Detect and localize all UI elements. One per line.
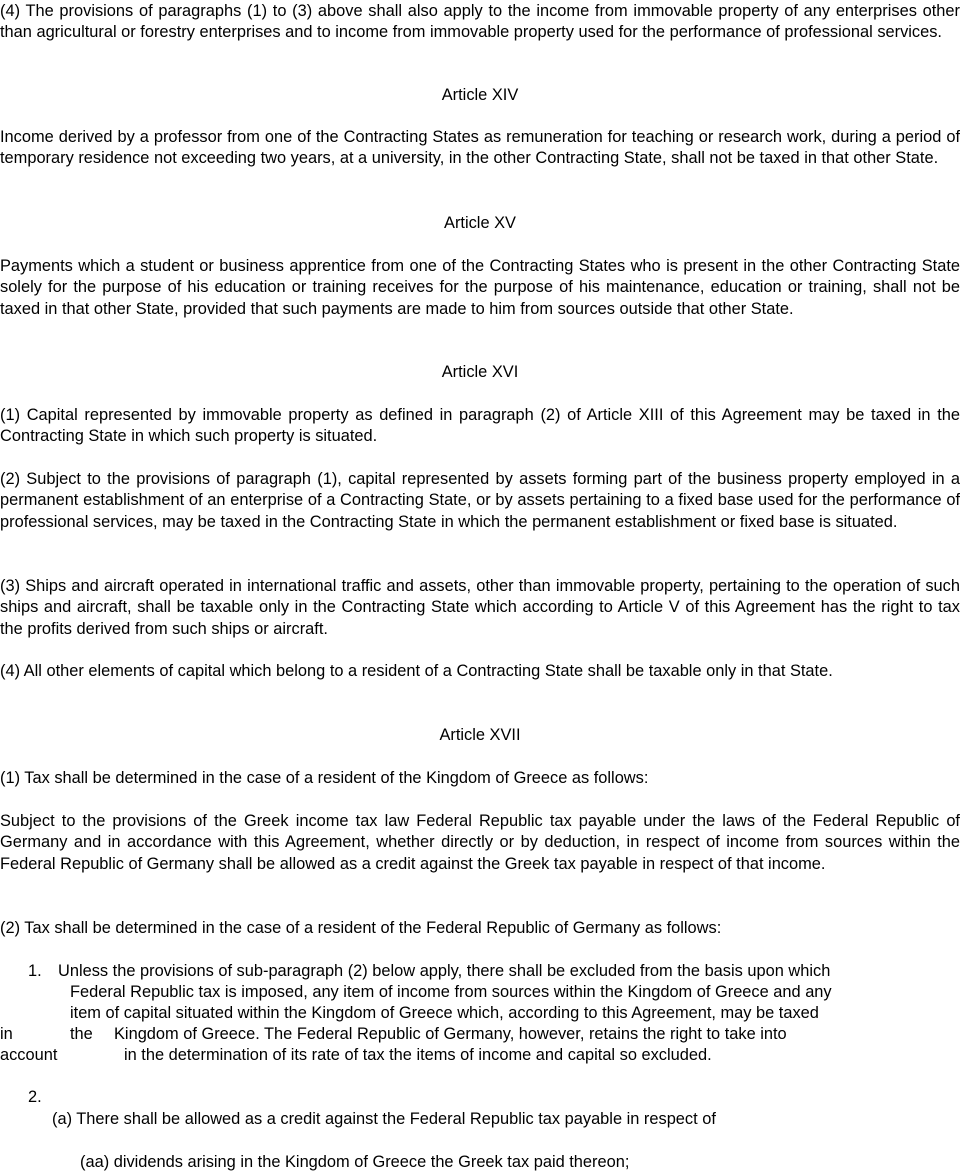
list-item-1-number: 1. [28,962,42,980]
list-item-1-line-3: item of capital situated within the Kingdom of Greece which, according to this Agreement, may be taxed [70,1004,819,1022]
paragraph-article-xvii-2: (2) Tax shall be determined in the case of a resident of the Federal Republic of Germany as follows: [0,919,722,937]
list-item-2-aa: (aa) dividends arising in the Kingdom of Greece the Greek tax paid thereon; [80,1153,630,1171]
paragraph-article-xvi-2: (2) Subject to the provisions of paragraph (1), capital represented by assets forming part of the business property employed in a permanent establishment of an enterprise of a Contracting State, or by assets pertaining to a fixed base used for the performance of professional services, may be taxed in the Contracting State in which the permanent establishment or fixed base is situated. [0,470,960,531]
paragraph-article13-4: (4) The provisions of paragraphs (1) to (3) above shall also apply to the income from immovable property of any enterprises other than agricultural or forestry enterprises and to income from immovable property used for the performance of professional services. [0,2,960,42]
heading-article-xvii: Article XVII [439,726,521,744]
heading-article-xvi: Article XVI [441,363,519,381]
paragraph-article-xiv: Income derived by a professor from one of the Contracting States as remuneration for teaching or research work, during a period of temporary residence not exceeding two years, at a university, in the other Contracting State, shall not be taxed in that other State. [0,128,960,168]
paragraph-article-xvii-1: (1) Tax shall be determined in the case of a resident of the Kingdom of Greece as follows: [0,769,649,787]
list-item-1-line-5: in the determination of its rate of tax the items of income and capital so excluded. [124,1046,712,1064]
heading-article-xv: Article XV [444,214,516,232]
list-item-1-line-4-in: in [0,1025,13,1043]
list-item-2-number: 2. [28,1088,42,1106]
paragraph-article-xvi-4: (4) All other elements of capital which belong to a resident of a Contracting State shall be taxable only in that State. [0,662,833,680]
list-item-2-a: (a) There shall be allowed as a credit against the Federal Republic tax payable in respect of [52,1110,716,1128]
list-item-1-line-5-account: account [0,1046,58,1064]
list-item-1-line-4: Kingdom of Greece. The Federal Republic of Germany, however, retains the right to take into [114,1025,787,1043]
list-item-1-line-2: Federal Republic tax is imposed, any item of income from sources within the Kingdom of Greece and any [70,983,832,1001]
heading-article-xiv: Article XIV [441,86,519,104]
list-item-1-line-4-the: the [70,1025,93,1043]
list-item-1-line-1: Unless the provisions of sub-paragraph (2) below apply, there shall be excluded from the basis upon which [58,962,831,980]
paragraph-article-xvii-1-body: Subject to the provisions of the Greek income tax law Federal Republic tax payable under the laws of the Federal Republic of Germany and in accordance with this Agreement, whether directly or by deduction, in respect of income from sources within the Federal Republic of Germany shall be allowed as a credit against the Greek tax payable in respect of that income. [0,812,960,873]
paragraph-article-xv: Payments which a student or business apprentice from one of the Contracting States who is present in the other Contracting State solely for the purpose of his education or training receives for the purpose of his maintenance, education or training, shall not be taxed in that other State, provided that such payments are made to him from sources outside that other State. [0,257,960,318]
paragraph-article-xvi-3: (3) Ships and aircraft operated in international traffic and assets, other than immovable property, pertaining to the operation of such ships and aircraft, shall be taxable only in the Contracting State which according to Article V of this Agreement has the right to tax the profits derived from such ships or aircraft. [0,577,960,638]
paragraph-article-xvi-1: (1) Capital represented by immovable property as defined in paragraph (2) of Article XIII of this Agreement may be taxed in the Contracting State in which such property is situated. [0,406,960,446]
